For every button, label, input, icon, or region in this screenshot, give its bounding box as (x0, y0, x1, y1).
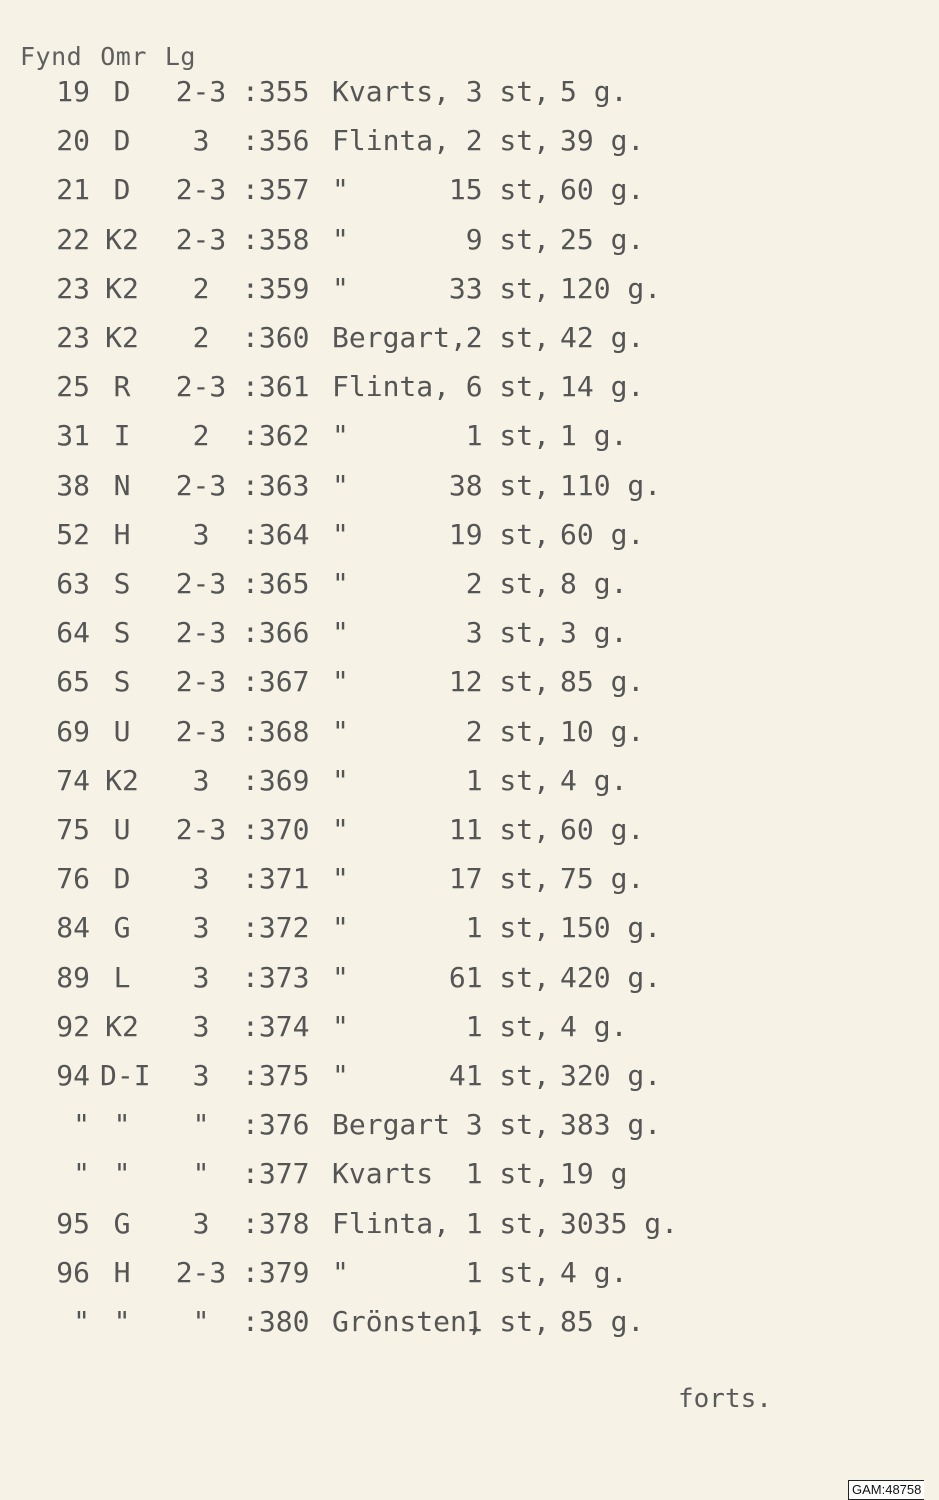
continued-note: forts. (678, 1384, 772, 1414)
catalog-number-cell: :365 (242, 567, 310, 600)
weight-cell: 60 g. (560, 813, 645, 846)
catalog-number-cell: :373 (242, 960, 310, 994)
material-cell: " (332, 173, 349, 207)
catalog-number-cell: :361 (242, 370, 310, 404)
material-cell: " (332, 1009, 349, 1043)
fynd-number-cell: 31 (56, 419, 90, 453)
area-cell: S (113, 616, 131, 650)
layer-cell: " (192, 1157, 210, 1191)
layer-cell: " (192, 1305, 210, 1338)
quantity-cell: 12 st, (448, 665, 550, 699)
layer-cell: 2-3 (175, 665, 227, 699)
weight-cell: 5 g. (560, 75, 628, 108)
layer-cell: 3 (192, 862, 210, 896)
weight-cell: 8 g. (560, 567, 628, 600)
fynd-number-cell: 25 (56, 370, 90, 404)
material-cell: " (332, 419, 349, 453)
weight-cell: 120 g. (560, 271, 662, 305)
layer-cell: 3 (192, 1206, 210, 1240)
fynd-number-cell: 52 (56, 517, 90, 551)
quantity-cell: 11 st, (448, 813, 550, 846)
area-cell: G (113, 911, 131, 945)
quantity-cell: 1 st, (465, 911, 550, 945)
catalog-number-cell: :372 (242, 911, 310, 945)
quantity-cell: 6 st, (465, 370, 550, 404)
catalog-number-cell: :370 (242, 813, 310, 846)
fynd-number-cell: " (73, 1157, 90, 1191)
layer-cell: 2 (192, 321, 210, 354)
quantity-cell: 2 st, (465, 321, 550, 354)
catalog-number-cell: :378 (242, 1206, 310, 1240)
layer-cell: 2-3 (175, 813, 227, 846)
weight-cell: 60 g. (560, 173, 645, 207)
header-omr: Omr (100, 42, 147, 71)
material-cell: Flinta, (332, 124, 451, 158)
quantity-cell: 1 st, (465, 419, 550, 453)
layer-cell: 2-3 (175, 714, 227, 748)
catalog-number-cell: :356 (242, 124, 310, 158)
weight-cell: 420 g. (560, 960, 662, 994)
fynd-number-cell: " (73, 1108, 90, 1142)
material-cell: " (332, 1255, 349, 1289)
fynd-number-cell: 89 (56, 960, 90, 994)
material-cell: " (332, 665, 349, 699)
material-cell: Kvarts (332, 1157, 434, 1191)
quantity-cell: 9 st, (465, 222, 550, 256)
material-cell: Bergart, (332, 321, 467, 354)
weight-cell: 19 g (560, 1157, 628, 1191)
area-cell: H (113, 1255, 131, 1289)
material-cell: Flinta, (332, 1206, 451, 1240)
catalog-number-cell: :374 (242, 1009, 310, 1043)
fynd-number-cell: " (73, 1305, 90, 1338)
fynd-number-cell: 64 (56, 616, 90, 650)
weight-cell: 1 g. (560, 419, 628, 453)
material-cell: Grönsten, (332, 1305, 484, 1338)
catalog-number-cell: :380 (242, 1305, 310, 1338)
area-cell: K2 (105, 271, 139, 305)
catalog-number-cell: :357 (242, 173, 310, 207)
layer-cell: 3 (192, 1009, 210, 1043)
weight-cell: 25 g. (560, 222, 645, 256)
area-cell: D (113, 124, 131, 158)
area-cell: D-I (100, 1059, 151, 1092)
weight-cell: 42 g. (560, 321, 645, 354)
weight-cell: 85 g. (560, 1305, 645, 1338)
fynd-number-cell: 23 (56, 321, 90, 354)
layer-cell: 2 (192, 271, 210, 305)
area-cell: L (113, 960, 131, 994)
quantity-cell: 1 st, (465, 1305, 550, 1338)
quantity-cell: 1 st, (465, 1157, 550, 1191)
layer-cell: 3 (192, 911, 210, 945)
header-lg: Lg (164, 42, 196, 71)
fynd-number-cell: 74 (56, 763, 90, 797)
area-cell: H (113, 517, 131, 551)
quantity-cell: 3 st, (465, 75, 550, 108)
weight-cell: 4 g. (560, 763, 628, 797)
weight-cell: 60 g. (560, 517, 645, 551)
layer-cell: 3 (192, 1059, 210, 1092)
area-cell: S (113, 665, 131, 699)
layer-cell: " (192, 1108, 210, 1142)
quantity-cell: 3 st, (465, 616, 550, 650)
area-cell: K2 (105, 1009, 139, 1043)
weight-cell: 10 g. (560, 714, 645, 748)
quantity-cell: 19 st, (448, 517, 550, 551)
layer-cell: 3 (192, 517, 210, 551)
fynd-number-cell: 65 (56, 665, 90, 699)
area-cell: K2 (105, 321, 139, 354)
fynd-number-cell: 95 (56, 1206, 90, 1240)
quantity-cell: 38 st, (448, 468, 550, 502)
fynd-number-cell: 94 (56, 1059, 90, 1092)
area-cell: G (113, 1206, 131, 1240)
fynd-number-cell: 92 (56, 1009, 90, 1043)
fynd-number-cell: 76 (56, 862, 90, 896)
layer-cell: 2-3 (175, 173, 227, 207)
layer-cell: 2-3 (175, 370, 227, 404)
quantity-cell: 2 st, (465, 124, 550, 158)
area-cell: R (113, 370, 131, 404)
catalog-number-cell: :376 (242, 1108, 310, 1142)
area-cell: N (113, 468, 131, 502)
area-cell: I (113, 419, 131, 453)
layer-cell: 3 (192, 763, 210, 797)
fynd-number-cell: 75 (56, 813, 90, 846)
catalog-number-cell: :367 (242, 665, 310, 699)
catalog-number-cell: :364 (242, 517, 310, 551)
catalog-number-cell: :355 (242, 75, 310, 108)
material-cell: " (332, 616, 349, 650)
layer-cell: 2-3 (175, 616, 227, 650)
material-cell: " (332, 517, 349, 551)
catalog-number-cell: :375 (242, 1059, 310, 1092)
material-cell: " (332, 763, 349, 797)
area-cell: K2 (105, 222, 139, 256)
weight-cell: 150 g. (560, 911, 662, 945)
quantity-cell: 3 st, (465, 1108, 550, 1142)
material-cell: Bergart (332, 1108, 451, 1142)
catalog-number-cell: :366 (242, 616, 310, 650)
weight-cell: 383 g. (560, 1108, 662, 1142)
catalog-number-cell: :377 (242, 1157, 310, 1191)
fynd-number-cell: 22 (56, 222, 90, 256)
material-cell: " (332, 468, 349, 502)
area-cell: D (113, 75, 131, 108)
weight-cell: 4 g. (560, 1009, 628, 1043)
catalog-number-cell: :362 (242, 419, 310, 453)
catalog-number-cell: :369 (242, 763, 310, 797)
material-cell: Flinta, (332, 370, 451, 404)
weight-cell: 320 g. (560, 1059, 662, 1092)
fynd-number-cell: 96 (56, 1255, 90, 1289)
quantity-cell: 61 st, (448, 960, 550, 994)
weight-cell: 39 g. (560, 124, 645, 158)
layer-cell: 3 (192, 960, 210, 994)
weight-cell: 75 g. (560, 862, 645, 896)
quantity-cell: 1 st, (465, 1009, 550, 1043)
material-cell: " (332, 271, 349, 305)
area-cell: " (113, 1157, 131, 1191)
fynd-number-cell: 63 (56, 567, 90, 600)
quantity-cell: 2 st, (465, 714, 550, 748)
area-cell: " (113, 1108, 131, 1142)
layer-cell: 2-3 (175, 1255, 227, 1289)
material-cell: " (332, 1059, 349, 1092)
quantity-cell: 1 st, (465, 1206, 550, 1240)
weight-cell: 4 g. (560, 1255, 628, 1289)
layer-cell: 2-3 (175, 222, 227, 256)
archive-stamp: GAM:48758 (848, 1480, 924, 1500)
weight-cell: 3 g. (560, 616, 628, 650)
catalog-number-cell: :368 (242, 714, 310, 748)
material-cell: " (332, 813, 349, 846)
weight-cell: 14 g. (560, 370, 645, 404)
header-fynd: Fynd (20, 42, 83, 71)
fynd-number-cell: 69 (56, 714, 90, 748)
layer-cell: 2-3 (175, 567, 227, 600)
quantity-cell: 17 st, (448, 862, 550, 896)
quantity-cell: 41 st, (448, 1059, 550, 1092)
area-cell: S (113, 567, 131, 600)
fynd-number-cell: 20 (56, 124, 90, 158)
fynd-number-cell: 84 (56, 911, 90, 945)
area-cell: D (113, 862, 131, 896)
weight-cell: 110 g. (560, 468, 662, 502)
layer-cell: 2-3 (175, 468, 227, 502)
fynd-number-cell: 19 (56, 75, 90, 108)
area-cell: U (113, 714, 131, 748)
weight-cell: 3035 g. (560, 1206, 679, 1240)
quantity-cell: 15 st, (448, 173, 550, 207)
area-cell: " (113, 1305, 131, 1338)
fynd-number-cell: 38 (56, 468, 90, 502)
quantity-cell: 2 st, (465, 567, 550, 600)
material-cell: " (332, 714, 349, 748)
quantity-cell: 33 st, (448, 271, 550, 305)
area-cell: K2 (105, 763, 139, 797)
catalog-number-cell: :379 (242, 1255, 310, 1289)
material-cell: " (332, 862, 349, 896)
material-cell: Kvarts, (332, 75, 451, 108)
quantity-cell: 1 st, (465, 763, 550, 797)
fynd-number-cell: 23 (56, 271, 90, 305)
layer-cell: 2-3 (175, 75, 227, 108)
material-cell: " (332, 911, 349, 945)
area-cell: U (113, 813, 131, 846)
weight-cell: 85 g. (560, 665, 645, 699)
material-cell: " (332, 222, 349, 256)
catalog-number-cell: :360 (242, 321, 310, 354)
material-cell: " (332, 567, 349, 600)
catalog-number-cell: :359 (242, 271, 310, 305)
column-header (20, 42, 214, 71)
area-cell: D (113, 173, 131, 207)
layer-cell: 3 (192, 124, 210, 158)
layer-cell: 2 (192, 419, 210, 453)
catalog-number-cell: :358 (242, 222, 310, 256)
catalog-number-cell: :371 (242, 862, 310, 896)
quantity-cell: 1 st, (465, 1255, 550, 1289)
catalog-number-cell: :363 (242, 468, 310, 502)
fynd-number-cell: 21 (56, 173, 90, 207)
material-cell: " (332, 960, 349, 994)
